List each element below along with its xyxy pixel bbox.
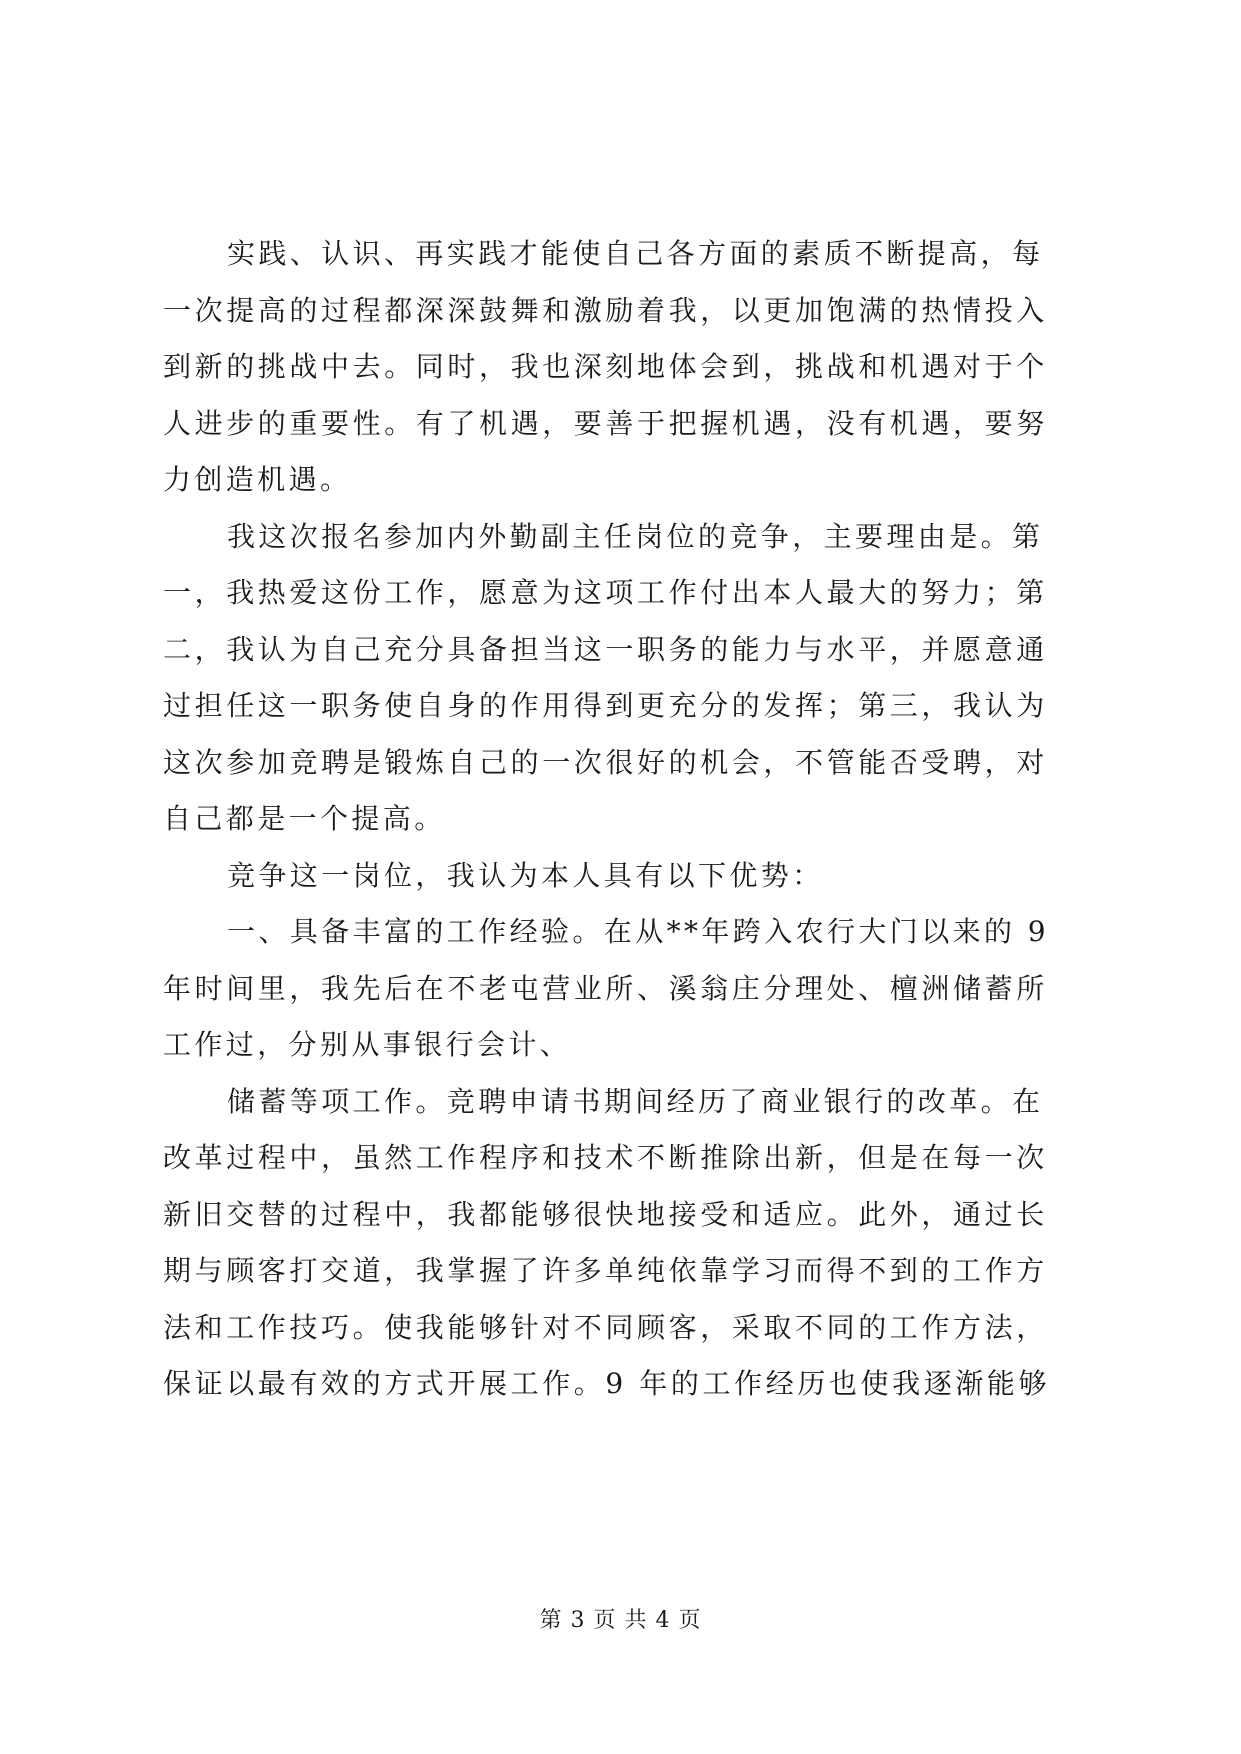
paragraph-1-line-4: 人进步的重要性。有了机遇，要善于把握机遇，没有机遇，要努 [163, 406, 1048, 440]
paragraph-5-line-5: 法和工作技巧。使我能够针对不同顾客，采取不同的工作方法， [163, 1310, 1048, 1344]
paragraph-5-line-1: 储蓄等项工作。竞聘申请书期间经历了商业银行的改革。在 [227, 1084, 1044, 1118]
paragraph-5-line-2: 改革过程中，虽然工作程序和技术不断推除出新，但是在每一次 [163, 1141, 1048, 1174]
paragraph-5-line-3: 新旧交替的过程中，我都能够很快地接受和适应。此外，通过长 [163, 1197, 1048, 1231]
paragraph-5-line-6: 保证以最有效的方式开展工作。9 年的工作经历也使我逐渐能够 [163, 1367, 1051, 1400]
paragraph-2-line-3: 二，我认为自己充分具备担当这一职务的能力与水平，并愿意通 [163, 632, 1048, 666]
paragraph-2-line-4: 过担任这一职务使自身的作用得到更充分的发挥；第三，我认为 [163, 689, 1048, 722]
paragraph-4-line-1: 一、具备丰富的工作经验。在从**年跨入农行大门以来的 9 [227, 915, 1049, 948]
paragraph-1-line-1: 实践、认识、再实践才能使自己各方面的素质不断提高，每 [227, 237, 1044, 270]
paragraph-2-line-2: 一，我热爱这份工作，愿意为这项工作付出本人最大的努力；第 [163, 576, 1048, 609]
paragraph-3-line-1: 竞争这一岗位，我认为本人具有以下优势： [227, 858, 824, 892]
paragraph-4-line-2: 年时间里，我先后在不老屯营业所、溪翁庄分理处、檀洲储蓄所 [163, 971, 1048, 1005]
paragraph-2-line-1: 我这次报名参加内外勤副主任岗位的竞争，主要理由是。第 [227, 519, 1044, 553]
paragraph-4-line-3: 工作过，分别从事银行会计、 [163, 1028, 572, 1061]
paragraph-5-line-4: 期与顾客打交道，我掌握了许多单纯依靠学习而得不到的工作方 [163, 1254, 1048, 1287]
paragraph-1-line-2: 一次提高的过程都深深鼓舞和激励着我，以更加饱满的热情投入 [163, 293, 1048, 327]
paragraph-2-line-5: 这次参加竞聘是锻炼自己的一次很好的机会，不管能否受聘，对 [163, 745, 1048, 779]
paragraph-1-line-3: 到新的挑战中去。同时，我也深刻地体会到，挑战和机遇对于个 [163, 350, 1048, 383]
paragraph-1-line-5: 力创造机遇。 [163, 463, 352, 496]
paragraph-2-line-6: 自己都是一个提高。 [163, 802, 446, 835]
document-body [163, 226, 1083, 1413]
page-number-footer: 第 3 页 共 4 页 [539, 1608, 702, 1633]
